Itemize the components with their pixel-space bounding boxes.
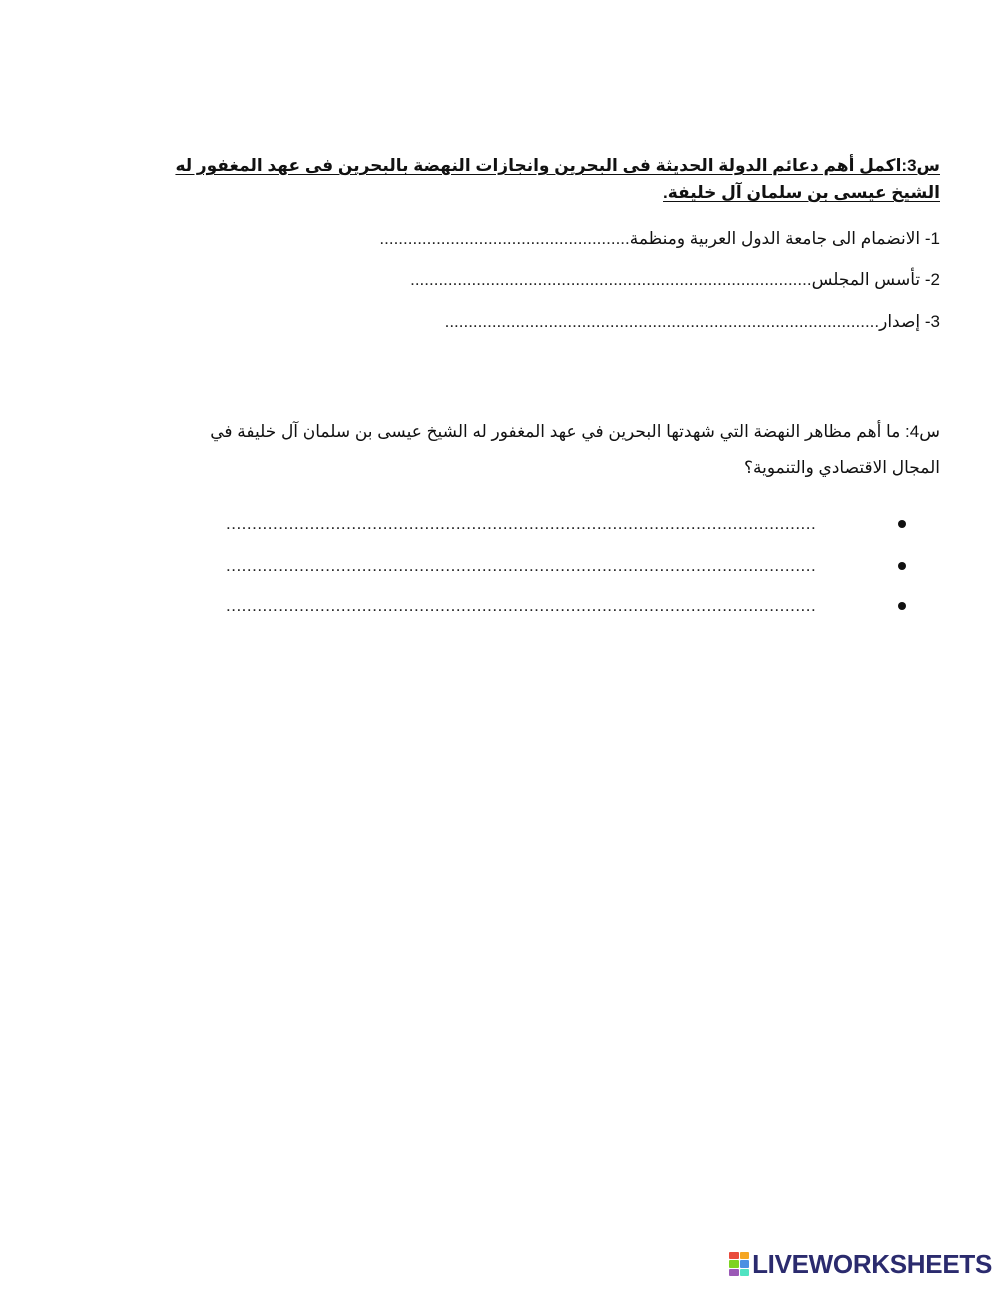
q3-item-1-label: 1- الانضمام الى جامعة الدول العربية ومنظمة <box>629 229 940 248</box>
question-3-title: س3:اكمل أهم دعائم الدولة الحديثة فى البحرين وانجازات النهضة بالبحرين فى عهد المغفور له الشيخ عيسى بن سلمان آل خليفة. <box>175 156 940 202</box>
brand-name: LIVEWORKSHEETS <box>752 1248 992 1279</box>
q3-item-1-blank[interactable]: ..................................................... <box>379 229 630 248</box>
q3-item-3-blank[interactable]: ............................................................................................ <box>444 312 880 331</box>
q3-item-2 <box>410 268 940 292</box>
liveworksheets-brand <box>729 1248 992 1279</box>
bullet-icon <box>898 562 906 570</box>
q3-item-2-label: 2- تأسس المجلس <box>811 270 940 289</box>
q4-bullet-1 <box>226 512 916 536</box>
bullet-icon <box>898 602 906 610</box>
liveworksheets-logo-icon <box>729 1252 749 1276</box>
q4-bullet-2-blank[interactable]: ................................................................................................................. <box>226 556 817 575</box>
bullet-icon <box>898 520 906 528</box>
q3-item-2-blank[interactable]: ..................................................................................... <box>410 270 812 289</box>
q4-bullet-2 <box>226 554 916 578</box>
question-4-text: س4: ما أهم مظاهر النهضة التي شهدتها البحرين في عهد المغفور له الشيخ عيسى بن سلمان آل خليفة في المجال الاقتصادي والتنموية؟ <box>210 422 940 477</box>
q4-bullet-3-blank[interactable]: ................................................................................................................. <box>226 596 817 615</box>
q3-item-3-label: 3- إصدار <box>879 312 940 331</box>
q4-bullet-1-blank[interactable]: ................................................................................................................. <box>226 514 817 533</box>
q3-item-3 <box>445 310 940 334</box>
q3-item-1 <box>379 227 940 251</box>
q4-bullet-3 <box>226 594 916 618</box>
